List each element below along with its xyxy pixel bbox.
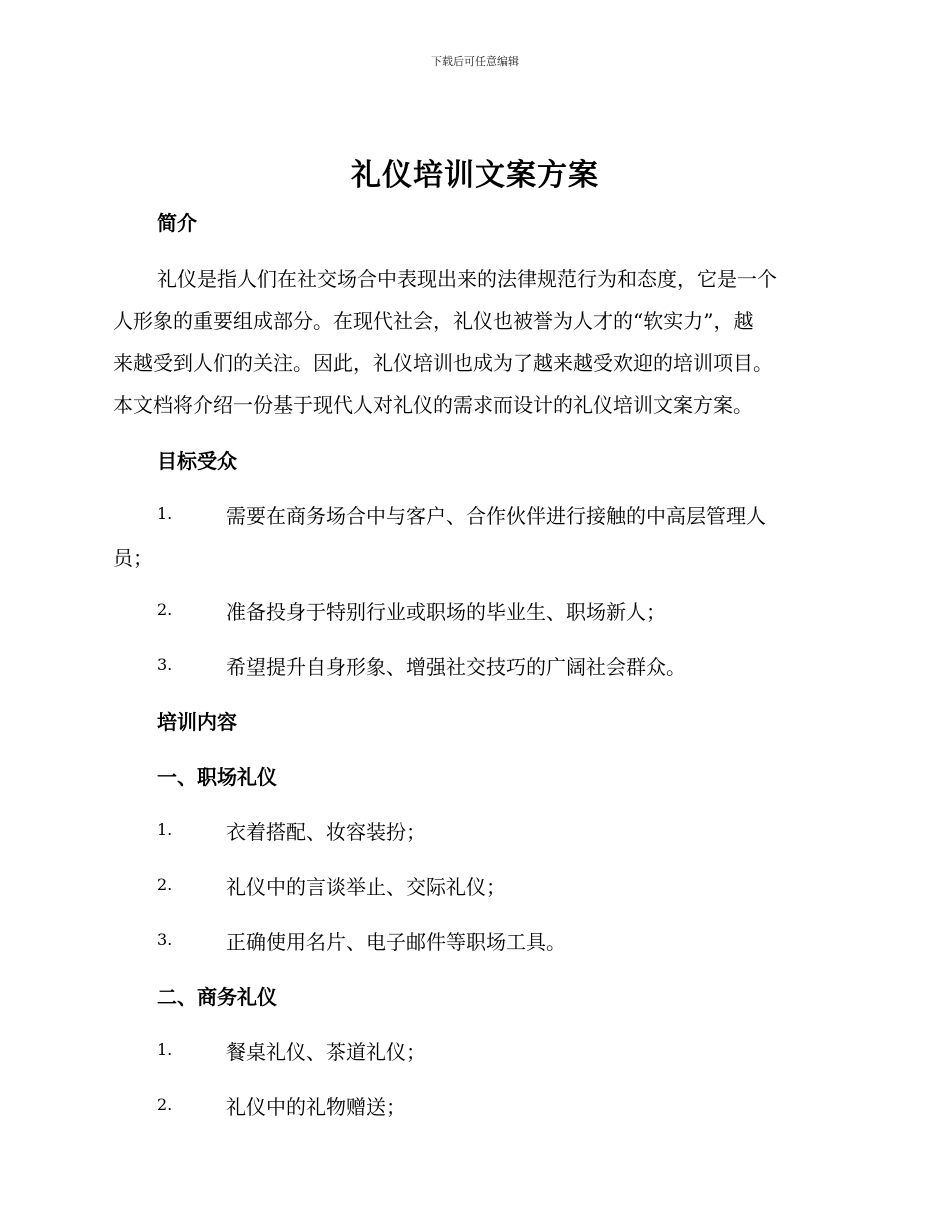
intro-line-4: 本文档将介绍一份基于现代人对礼仪的需求而设计的礼仪培训文案方案。 xyxy=(113,393,753,417)
section-1-item-3-text: 正确使用名片、电子邮件等职场工具。 xyxy=(226,930,566,954)
intro-line-3: 来越受到人们的关注。因此，礼仪培训也成为了越来越受欢迎的培训项目。 xyxy=(113,351,773,375)
audience-item-3-text: 希望提升自身形象、增强社交技巧的广阔社会群众。 xyxy=(226,655,686,679)
audience-item-1-number: 1. xyxy=(157,504,173,523)
document-title: 礼仪培训文案方案 xyxy=(351,158,599,193)
intro-line-2: 人形象的重要组成部分。在现代社会，礼仪也被誉为人才的“软实力”，越 xyxy=(113,309,754,333)
section-1-item-1-text: 衣着搭配、妆容装扮； xyxy=(226,820,426,844)
audience-heading: 目标受众 xyxy=(157,449,237,473)
section-2-item-2-text: 礼仪中的礼物赠送； xyxy=(226,1095,406,1119)
page-header-note: 下载后可任意编辑 xyxy=(431,55,519,68)
audience-item-1-continuation: 员； xyxy=(113,546,153,570)
intro-heading: 简介 xyxy=(157,211,197,235)
section-1-item-1-number: 1. xyxy=(157,820,173,839)
section-2-item-1-number: 1. xyxy=(157,1040,173,1059)
section-1-item-3-number: 3. xyxy=(157,930,173,949)
section-2-item-2-number: 2. xyxy=(157,1095,173,1114)
section-2-heading: 二、商务礼仪 xyxy=(157,985,277,1009)
section-2-item-1-text: 餐桌礼仪、茶道礼仪； xyxy=(226,1040,426,1064)
section-1-heading: 一、职场礼仪 xyxy=(157,765,277,789)
audience-item-2-number: 2. xyxy=(157,600,173,619)
audience-item-3-number: 3. xyxy=(157,655,173,674)
section-1-item-2-text: 礼仪中的言谈举止、交际礼仪； xyxy=(226,875,506,899)
section-1-item-2-number: 2. xyxy=(157,875,173,894)
audience-item-2-text: 准备投身于特别行业或职场的毕业生、职场新人； xyxy=(226,600,666,624)
intro-line-1: 礼仪是指人们在社交场合中表现出来的法律规范行为和态度，它是一个 xyxy=(157,267,777,291)
content-heading: 培训内容 xyxy=(157,710,237,734)
audience-item-1-text: 需要在商务场合中与客户、合作伙伴进行接触的中高层管理人 xyxy=(226,504,766,528)
